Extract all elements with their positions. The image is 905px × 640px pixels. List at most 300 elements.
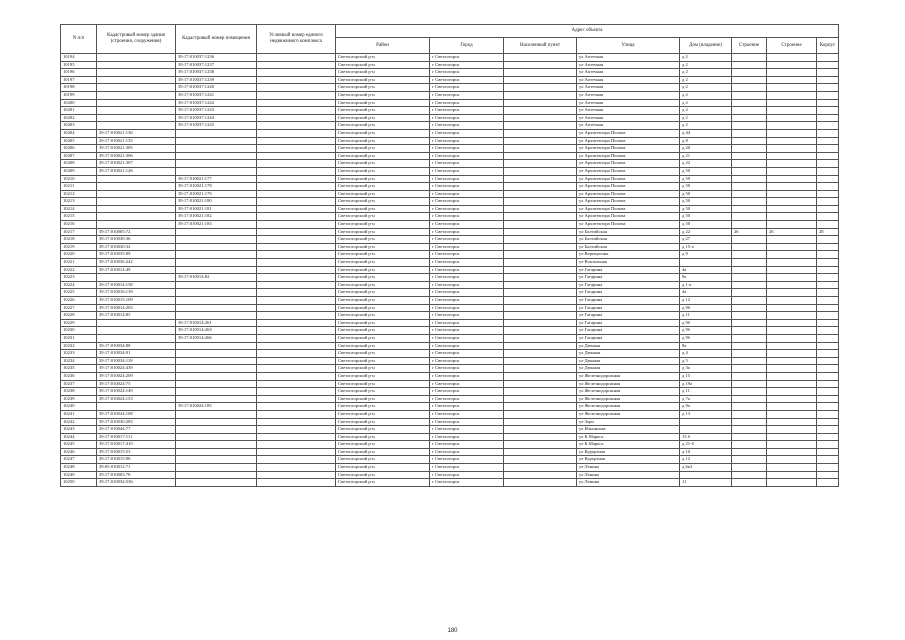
- cell-street: ул Ленина: [577, 464, 680, 472]
- cell-block: [817, 122, 839, 130]
- cell-city: г Светлогорск: [430, 205, 504, 213]
- cell-cad-building: [97, 205, 176, 213]
- cell-structure: [767, 418, 817, 426]
- cell-structure: [767, 107, 817, 115]
- cell-cad-building: 39:05:010012:71: [97, 464, 176, 472]
- table-row: [61, 167, 839, 175]
- cell-cad-room: 39:17:010024:185: [176, 403, 257, 411]
- cell-num: 10196: [61, 69, 97, 77]
- cell-house: [680, 259, 732, 267]
- cell-complex: [257, 190, 336, 198]
- table-row: [61, 236, 839, 244]
- cell-house: д 2: [680, 114, 732, 122]
- cell-complex: [257, 350, 336, 358]
- cell-street: ул Архитектора Попова: [577, 205, 680, 213]
- cell-num: 10232: [61, 342, 97, 350]
- cell-street: ул Аптечная: [577, 114, 680, 122]
- cell-cad-building: 39:17:010017:111: [97, 433, 176, 441]
- table-row: [61, 160, 839, 168]
- cell-house: д 2: [680, 99, 732, 107]
- header-complex: Условный номер единого недвижимого комплекса: [257, 25, 336, 54]
- cell-house: д 2: [680, 69, 732, 77]
- cell-complex: [257, 69, 336, 77]
- cell-num: 10243: [61, 426, 97, 434]
- cell-street: ул Гагарина: [577, 297, 680, 305]
- cell-building: [732, 205, 767, 213]
- cell-block: [817, 297, 839, 305]
- cell-district: Светлогорский р-н: [336, 99, 430, 107]
- cell-street: ул Гагарина: [577, 289, 680, 297]
- cell-house: д 2: [680, 61, 732, 69]
- cell-num: 10215: [61, 213, 97, 221]
- cell-cad-room: [176, 471, 257, 479]
- cell-complex: [257, 334, 336, 342]
- cell-num: 10198: [61, 84, 97, 92]
- cell-block: [817, 289, 839, 297]
- cell-cad-building: 39:17:010036:242: [97, 259, 176, 267]
- table-row: [61, 372, 839, 380]
- cell-city: г Светлогорск: [430, 410, 504, 418]
- cell-num: 10241: [61, 410, 97, 418]
- cell-structure: [767, 122, 817, 130]
- header-street: Улица: [577, 38, 680, 54]
- cell-block: [817, 99, 839, 107]
- cell-street: ул Архитектора Попова: [577, 137, 680, 145]
- cell-num: 10235: [61, 365, 97, 373]
- cell-city: г Светлогорск: [430, 183, 504, 191]
- cell-street: ул Дюнная: [577, 357, 680, 365]
- cell-num: 10212: [61, 190, 97, 198]
- cell-block: [817, 327, 839, 335]
- cell-cad-room: [176, 289, 257, 297]
- cell-cad-building: [97, 114, 176, 122]
- cell-num: 10218: [61, 236, 97, 244]
- cell-num: 10227: [61, 304, 97, 312]
- cell-num: 10200: [61, 99, 97, 107]
- cell-building: [732, 441, 767, 449]
- cell-house: д 27: [680, 236, 732, 244]
- table-row: [61, 426, 839, 434]
- cell-block: [817, 183, 839, 191]
- cell-cad-building: [97, 69, 176, 77]
- cell-street: ул Верещагина: [577, 251, 680, 259]
- cell-district: Светлогорский р-н: [336, 388, 430, 396]
- table-row: [61, 479, 839, 487]
- cell-settlement: [504, 160, 577, 168]
- cell-house: д 13: [680, 410, 732, 418]
- table-row: [61, 175, 839, 183]
- cell-num: 10211: [61, 183, 97, 191]
- cell-house: д 21: [680, 152, 732, 160]
- cell-structure: [767, 251, 817, 259]
- cell-settlement: [504, 54, 577, 62]
- cell-building: [732, 357, 767, 365]
- cell-city: г Светлогорск: [430, 243, 504, 251]
- cell-cad-room: 39:17:010021:177: [176, 175, 257, 183]
- cell-building: [732, 281, 767, 289]
- cell-complex: [257, 372, 336, 380]
- cell-city: г Светлогорск: [430, 372, 504, 380]
- cell-building: [732, 251, 767, 259]
- cell-city: г Светлогорск: [430, 175, 504, 183]
- cell-cad-building: [97, 274, 176, 282]
- cell-cad-room: [176, 456, 257, 464]
- cell-district: Светлогорский р-н: [336, 441, 430, 449]
- cell-house: д 50: [680, 190, 732, 198]
- cell-cad-room: [176, 433, 257, 441]
- cell-district: Светлогорский р-н: [336, 76, 430, 84]
- cell-structure: [767, 289, 817, 297]
- cell-settlement: [504, 357, 577, 365]
- table-row: [61, 274, 839, 282]
- cell-cad-room: [176, 251, 257, 259]
- cell-city: г Светлогорск: [430, 91, 504, 99]
- cell-cad-building: [97, 122, 176, 130]
- cell-cad-room: [176, 357, 257, 365]
- cell-settlement: [504, 243, 577, 251]
- cell-settlement: [504, 205, 577, 213]
- cell-settlement: [504, 456, 577, 464]
- cell-district: Светлогорский р-н: [336, 175, 430, 183]
- cell-settlement: [504, 190, 577, 198]
- cell-city: г Светлогорск: [430, 129, 504, 137]
- cell-house: д 4: [680, 350, 732, 358]
- cell-city: г Светлогорск: [430, 471, 504, 479]
- cell-house: [680, 426, 732, 434]
- cell-street: ул Гагарина: [577, 281, 680, 289]
- cell-settlement: [504, 183, 577, 191]
- cell-settlement: [504, 350, 577, 358]
- cell-city: г Светлогорск: [430, 297, 504, 305]
- cell-complex: [257, 228, 336, 236]
- cell-house: 8а: [680, 342, 732, 350]
- cell-complex: [257, 243, 336, 251]
- cell-num: 10223: [61, 274, 97, 282]
- cell-house: д 9а: [680, 403, 732, 411]
- cell-complex: [257, 145, 336, 153]
- cell-complex: [257, 426, 336, 434]
- cell-city: г Светлогорск: [430, 304, 504, 312]
- cell-settlement: [504, 99, 577, 107]
- cell-complex: [257, 251, 336, 259]
- cell-building: [732, 395, 767, 403]
- cell-building: [732, 137, 767, 145]
- table-row: [61, 152, 839, 160]
- cell-street: ул Архитектора Попова: [577, 145, 680, 153]
- cell-block: [817, 456, 839, 464]
- cell-street: ул Аптечная: [577, 69, 680, 77]
- cell-structure: [767, 327, 817, 335]
- cell-cad-building: [97, 334, 176, 342]
- cell-settlement: [504, 221, 577, 229]
- cell-cad-room: 39:17:010037:1244: [176, 114, 257, 122]
- cell-num: 10239: [61, 395, 97, 403]
- cell-city: г Светлогорск: [430, 289, 504, 297]
- cell-cad-room: 39:17:010021:179: [176, 190, 257, 198]
- cell-settlement: [504, 479, 577, 487]
- cell-structure: [767, 380, 817, 388]
- cell-num: 10217: [61, 228, 97, 236]
- cell-street: ул Гагарина: [577, 266, 680, 274]
- cell-num: 10219: [61, 243, 97, 251]
- cell-cad-building: [97, 221, 176, 229]
- header-settlement: Населенный пункт: [504, 38, 577, 54]
- cell-block: [817, 319, 839, 327]
- cell-district: Светлогорский р-н: [336, 372, 430, 380]
- cell-cad-building: [97, 91, 176, 99]
- cell-cad-room: 39:17:010037:1243: [176, 107, 257, 115]
- cell-settlement: [504, 137, 577, 145]
- cell-cad-room: [176, 167, 257, 175]
- cell-cad-room: 39:17:010021:183: [176, 221, 257, 229]
- cell-city: г Светлогорск: [430, 319, 504, 327]
- cell-complex: [257, 129, 336, 137]
- table-row: [61, 471, 839, 479]
- cell-building: [732, 403, 767, 411]
- cell-building: [732, 410, 767, 418]
- cell-district: Светлогорский р-н: [336, 471, 430, 479]
- cell-structure: [767, 304, 817, 312]
- table-body: [61, 54, 839, 487]
- cell-cad-room: [176, 304, 257, 312]
- cell-structure: [767, 167, 817, 175]
- cell-city: г Светлогорск: [430, 107, 504, 115]
- cell-cad-building: 39:17:010021:135: [97, 137, 176, 145]
- cell-house: д 2: [680, 107, 732, 115]
- cell-district: Светлогорский р-н: [336, 274, 430, 282]
- cell-structure: [767, 221, 817, 229]
- header-cad-building: Кадастровый номер здания (строения, сооружения): [97, 25, 176, 54]
- cell-city: г Светлогорск: [430, 388, 504, 396]
- cell-cad-room: [176, 243, 257, 251]
- cell-num: 10208: [61, 160, 97, 168]
- cell-district: Светлогорский р-н: [336, 160, 430, 168]
- cell-city: г Светлогорск: [430, 167, 504, 175]
- cell-city: г Светлогорск: [430, 327, 504, 335]
- cell-block: [817, 251, 839, 259]
- cell-cad-room: 39:17:010014:82: [176, 274, 257, 282]
- cell-complex: [257, 221, 336, 229]
- cell-building: [732, 76, 767, 84]
- cell-cad-room: [176, 312, 257, 320]
- cell-settlement: [504, 304, 577, 312]
- cell-structure: [767, 312, 817, 320]
- cell-num: 10229: [61, 319, 97, 327]
- cell-num: 10210: [61, 175, 97, 183]
- cell-num: 10250: [61, 479, 97, 487]
- cell-settlement: [504, 213, 577, 221]
- cell-num: 10206: [61, 145, 97, 153]
- cell-complex: [257, 167, 336, 175]
- cell-block: [817, 433, 839, 441]
- cell-street: ул Балтийская: [577, 243, 680, 251]
- cell-city: г Светлогорск: [430, 281, 504, 289]
- cell-city: г Светлогорск: [430, 99, 504, 107]
- cell-structure: [767, 183, 817, 191]
- cell-city: г Светлогорск: [430, 114, 504, 122]
- header-building: Строение: [732, 38, 767, 54]
- cell-house: д 50: [680, 205, 732, 213]
- cell-block: [817, 243, 839, 251]
- cell-cad-building: [97, 403, 176, 411]
- cell-street: ул Аптечная: [577, 54, 680, 62]
- cell-house: д 50: [680, 167, 732, 175]
- cell-house: д 2: [680, 54, 732, 62]
- cell-building: [732, 433, 767, 441]
- cell-city: г Светлогорск: [430, 380, 504, 388]
- cell-street: ул Архитектора Попова: [577, 152, 680, 160]
- cell-cad-building: [97, 61, 176, 69]
- cell-district: Светлогорский р-н: [336, 350, 430, 358]
- cell-cad-building: 39:17:010003:78: [97, 471, 176, 479]
- cell-street: ул Аптечная: [577, 76, 680, 84]
- cell-num: 10222: [61, 266, 97, 274]
- cell-num: 10195: [61, 61, 97, 69]
- cell-cad-room: [176, 365, 257, 373]
- cell-complex: [257, 448, 336, 456]
- cell-street: ул Железнодорожная: [577, 372, 680, 380]
- cell-cad-room: [176, 418, 257, 426]
- cell-complex: [257, 274, 336, 282]
- cell-house: д 10: [680, 448, 732, 456]
- cell-structure: [767, 160, 817, 168]
- cell-building: [732, 319, 767, 327]
- cell-num: 10209: [61, 167, 97, 175]
- cell-district: Светлогорский р-н: [336, 54, 430, 62]
- cell-cad-room: 39:17:010014:263: [176, 327, 257, 335]
- cell-district: Светлогорский р-н: [336, 289, 430, 297]
- cell-district: Светлогорский р-н: [336, 122, 430, 130]
- cell-structure: [767, 114, 817, 122]
- cell-city: г Светлогорск: [430, 236, 504, 244]
- cell-building: [732, 448, 767, 456]
- cell-complex: [257, 479, 336, 487]
- cell-cad-building: 39:17:010024:209: [97, 372, 176, 380]
- cell-cad-room: [176, 388, 257, 396]
- cell-structure: [767, 175, 817, 183]
- cell-cad-room: 39:17:010021:181: [176, 205, 257, 213]
- cell-block: [817, 91, 839, 99]
- cell-settlement: [504, 167, 577, 175]
- cell-complex: [257, 198, 336, 206]
- cell-block: [817, 69, 839, 77]
- cell-cad-building: 39:17:010021:305: [97, 145, 176, 153]
- cell-building: [732, 388, 767, 396]
- cell-complex: [257, 289, 336, 297]
- cell-street: ул Аптечная: [577, 84, 680, 92]
- table-row: [61, 380, 839, 388]
- cell-district: Светлогорский р-н: [336, 304, 430, 312]
- cell-cad-building: 39:17:010024:439: [97, 365, 176, 373]
- cell-cad-building: 39:17:010015:96: [97, 456, 176, 464]
- cell-settlement: [504, 471, 577, 479]
- cell-structure: [767, 76, 817, 84]
- cell-district: Светлогорский р-н: [336, 365, 430, 373]
- cell-district: Светлогорский р-н: [336, 213, 430, 221]
- cell-block: [817, 388, 839, 396]
- cell-structure: [767, 464, 817, 472]
- cell-structure: [767, 198, 817, 206]
- cell-house: д 12: [680, 456, 732, 464]
- cell-block: 28: [817, 228, 839, 236]
- cell-building: [732, 464, 767, 472]
- cell-street: ул Дюнная: [577, 365, 680, 373]
- cell-city: г Светлогорск: [430, 137, 504, 145]
- cell-settlement: [504, 410, 577, 418]
- cell-district: Светлогорский р-н: [336, 380, 430, 388]
- cell-district: Светлогорский р-н: [336, 479, 430, 487]
- cell-complex: [257, 160, 336, 168]
- cell-block: [817, 334, 839, 342]
- cell-street: ул Архитектора Попова: [577, 160, 680, 168]
- cell-house: д 50: [680, 198, 732, 206]
- cell-district: Светлогорский р-н: [336, 198, 430, 206]
- cell-building: [732, 426, 767, 434]
- cell-num: 10214: [61, 205, 97, 213]
- cell-cad-room: [176, 160, 257, 168]
- cell-city: г Светлогорск: [430, 479, 504, 487]
- cell-complex: [257, 388, 336, 396]
- cell-district: Светлогорский р-н: [336, 395, 430, 403]
- cell-house: д 2: [680, 84, 732, 92]
- cell-house: д 2: [680, 76, 732, 84]
- cell-building: [732, 145, 767, 153]
- cell-settlement: [504, 319, 577, 327]
- cell-house: 4а: [680, 289, 732, 297]
- cell-settlement: [504, 114, 577, 122]
- cell-settlement: [504, 403, 577, 411]
- cell-cad-room: [176, 464, 257, 472]
- cell-house: д 22: [680, 160, 732, 168]
- cell-cad-room: 39:17:010037:1245: [176, 122, 257, 130]
- table-row: [61, 228, 839, 236]
- table-row: [61, 464, 839, 472]
- cell-complex: [257, 395, 336, 403]
- cell-street: ул Аптечная: [577, 122, 680, 130]
- cell-cad-room: [176, 259, 257, 267]
- cell-complex: [257, 312, 336, 320]
- cell-house: д 7а: [680, 395, 732, 403]
- cell-structure: [767, 190, 817, 198]
- cell-house: д 19а: [680, 380, 732, 388]
- cell-structure: 26: [767, 228, 817, 236]
- cell-block: [817, 281, 839, 289]
- cell-house: д 50: [680, 221, 732, 229]
- cell-district: Светлогорский р-н: [336, 145, 430, 153]
- cell-settlement: [504, 327, 577, 335]
- cell-street: ул Архитектора Попова: [577, 183, 680, 191]
- cell-cad-building: [97, 183, 176, 191]
- cell-structure: [767, 403, 817, 411]
- cell-num: 10202: [61, 114, 97, 122]
- cell-city: г Светлогорск: [430, 84, 504, 92]
- cell-building: [732, 327, 767, 335]
- cell-complex: [257, 54, 336, 62]
- cell-district: Светлогорский р-н: [336, 259, 430, 267]
- cell-district: Светлогорский р-н: [336, 456, 430, 464]
- cell-structure: [767, 266, 817, 274]
- cell-structure: [767, 388, 817, 396]
- cell-block: [817, 266, 839, 274]
- table-row: [61, 441, 839, 449]
- cell-settlement: [504, 289, 577, 297]
- cell-num: 10204: [61, 129, 97, 137]
- cell-complex: [257, 107, 336, 115]
- cell-cad-room: [176, 380, 257, 388]
- cell-block: [817, 418, 839, 426]
- table-row: [61, 251, 839, 259]
- cell-street: ул Балтийская: [577, 236, 680, 244]
